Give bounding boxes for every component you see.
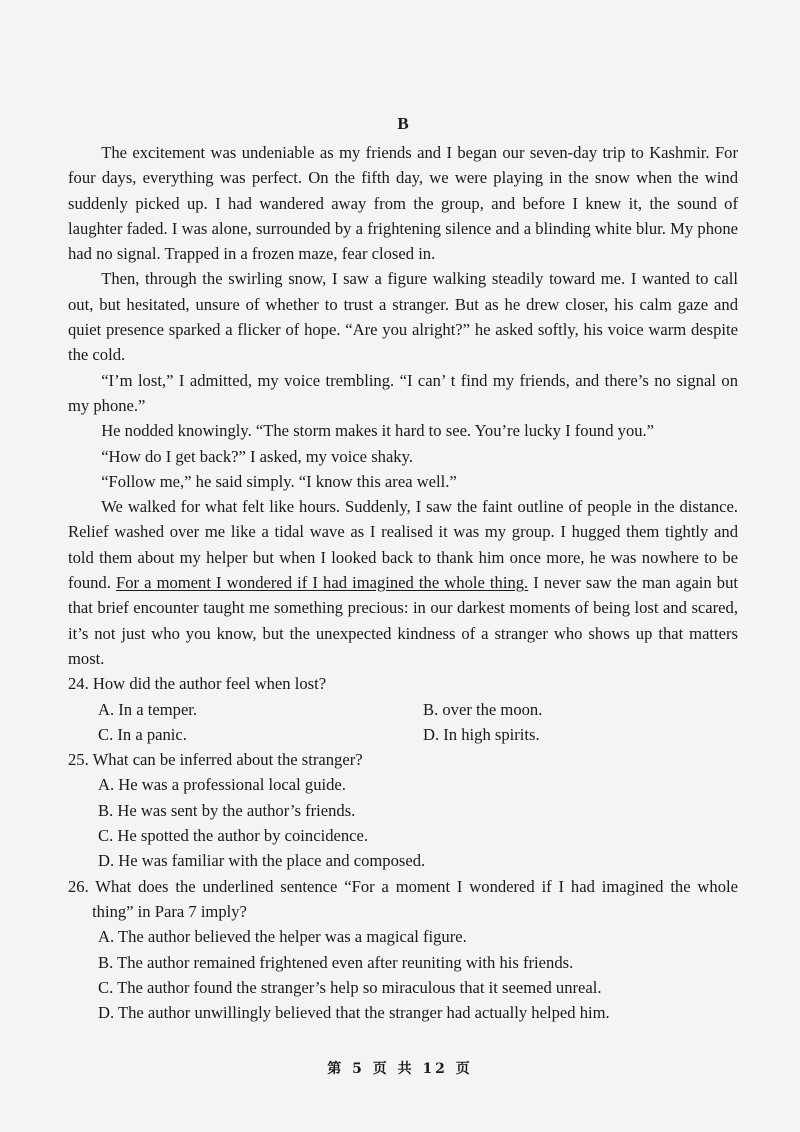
- options-list: [68, 697, 738, 748]
- question-stem: [68, 874, 738, 925]
- option-d[interactable]: D. In high spirits.: [423, 724, 540, 744]
- option-c[interactable]: C. The author found the stranger’s help so miraculous that it seemed unreal.: [98, 977, 602, 997]
- option-d[interactable]: D. The author unwillingly believed that the stranger had actually helped him.: [98, 1003, 610, 1023]
- options-list: [68, 772, 738, 873]
- question-text: What can be inferred about the stranger?: [92, 750, 363, 770]
- question-text: How did the author feel when lost?: [92, 674, 327, 694]
- question-26: [68, 874, 738, 1026]
- question-number: 25.: [68, 750, 89, 770]
- question-24: [68, 671, 738, 747]
- option-d[interactable]: D. He was familiar with the place and composed.: [98, 851, 426, 871]
- question-text: What does the underlined sentence “For a moment I wondered if I had imagined the whole thing” in Para 7 imply?: [92, 876, 738, 921]
- passage-paragraph-5: “How do I get back?” I asked, my voice shaky.: [101, 446, 413, 466]
- underlined-sentence: For a moment I wondered if I had imagined the whole thing.: [115, 573, 529, 593]
- option-a[interactable]: A. In a temper.: [98, 699, 198, 719]
- option-b[interactable]: B. over the moon.: [423, 699, 543, 719]
- paragraph-7-text-after: I never saw the man again but that brief encounter taught me something precious: in our darkest moments of being lost and scared, it’s not just who you know, but the unexpected kindness of a stranger who shows up that matters most.: [68, 573, 739, 668]
- option-a[interactable]: A. The author believed the helper was a magical figure.: [98, 927, 467, 947]
- passage-paragraph-7: [68, 494, 738, 671]
- option-a[interactable]: A. He was a professional local guide.: [98, 775, 346, 795]
- section-title: B: [397, 114, 409, 133]
- passage-paragraph-6: “Follow me,” he said simply. “I know this area well.”: [101, 471, 457, 491]
- options-list: [68, 924, 738, 1025]
- question-stem: [68, 671, 738, 696]
- question-number: 24.: [68, 674, 89, 694]
- passage-paragraph-4: He nodded knowingly. “The storm makes it hard to see. You’re lucky I found you.”: [101, 421, 655, 441]
- question-stem: [68, 747, 738, 772]
- reading-passage: [68, 140, 738, 671]
- passage-paragraph-3: “I’m lost,” I admitted, my voice trembling. “I can’ t find my friends, and there’s no signal on my phone.”: [68, 370, 738, 415]
- paragraph-7-text-before: We walked for what felt like hours. Suddenly, I saw the faint outline of people in the distance. Relief washed over me like a tidal wave as I realised it was my group. I hugged them tightly and told them about my helper but when I looked back to thank him once more, he was nowhere to be found.: [68, 497, 738, 593]
- option-c[interactable]: C. He spotted the author by coincidence.: [98, 826, 369, 846]
- passage-paragraph-1: The excitement was undeniable as my friends and I began our seven-day trip to Kashmir. For four days, everything was perfect. On the fifth day, we were playing in the snow when the wind suddenly picked up. I had wandered away from the group, and before I knew it, the sound of laughter faded. I was alone, surrounded by a frightening silence and a blinding white blur. My phone had no signal. Trapped in a frozen maze, fear closed in.: [68, 143, 738, 264]
- passage-paragraph-2: Then, through the swirling snow, I saw a figure walking steadily toward me. I wanted to call out, but hesitated, unsure of whether to trust a stranger. But as he drew closer, his calm gaze and quiet presence sparked a flicker of hope. “Are you alright?” he asked softly, his voice warm despite the cold.: [68, 269, 738, 365]
- option-c[interactable]: C. In a panic.: [98, 724, 187, 744]
- page-number-footer: 第 5 页 共 12 页: [327, 1061, 473, 1077]
- option-b[interactable]: B. The author remained frightened even after reuniting with his friends.: [98, 952, 574, 972]
- question-25: [68, 747, 738, 873]
- option-b[interactable]: B. He was sent by the author’s friends.: [98, 800, 356, 820]
- question-number: 26.: [68, 876, 89, 896]
